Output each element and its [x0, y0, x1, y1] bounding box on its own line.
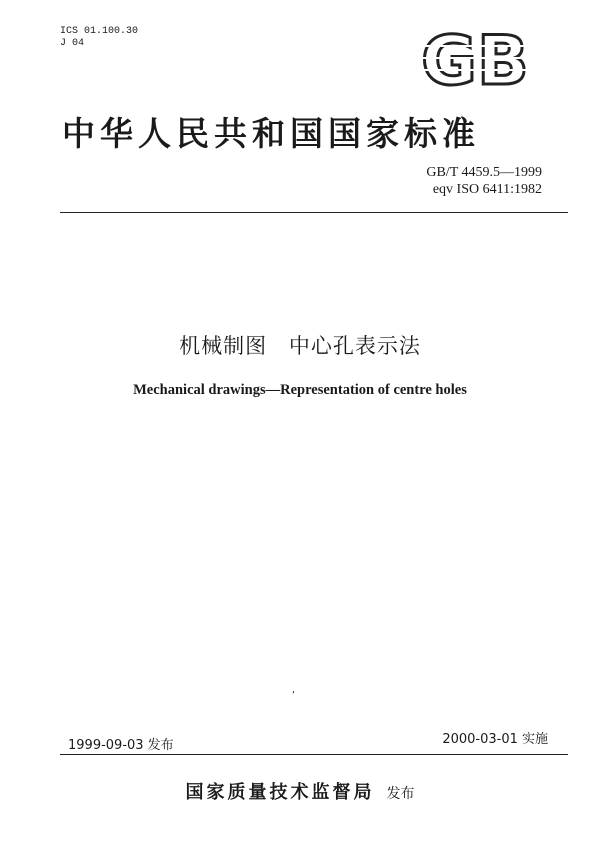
document-title-chinese: 机械制图 中心孔表示法 [179, 334, 421, 358]
publisher-action: 发布 [386, 786, 415, 802]
classification-code: J 04 [60, 38, 85, 49]
ics-code-block [60, 26, 138, 50]
ics-code: ICS 01.100.30 [60, 26, 139, 37]
document-title-english: Mechanical drawings—Representation of centre holes [133, 382, 467, 398]
national-standard-heading: 中华人民共和国国家标准 [62, 114, 480, 153]
header-divider [60, 212, 568, 213]
scan-mark: , [292, 684, 296, 695]
svg-text:GB: GB [421, 24, 529, 94]
footer-divider [60, 754, 568, 755]
issue-date: 1999-09-03 发布 [68, 738, 174, 753]
publisher-org: 国家质量技术监督局 [185, 782, 375, 803]
publisher-line [0, 778, 600, 804]
standard-number-block [426, 164, 542, 198]
equivalent-standard: eqv ISO 6411:1982 [432, 182, 542, 197]
standard-number: GB/T 4459.5—1999 [426, 165, 542, 180]
gb-logo-icon [412, 24, 538, 94]
implementation-date: 2000-03-01 实施 [442, 732, 548, 747]
